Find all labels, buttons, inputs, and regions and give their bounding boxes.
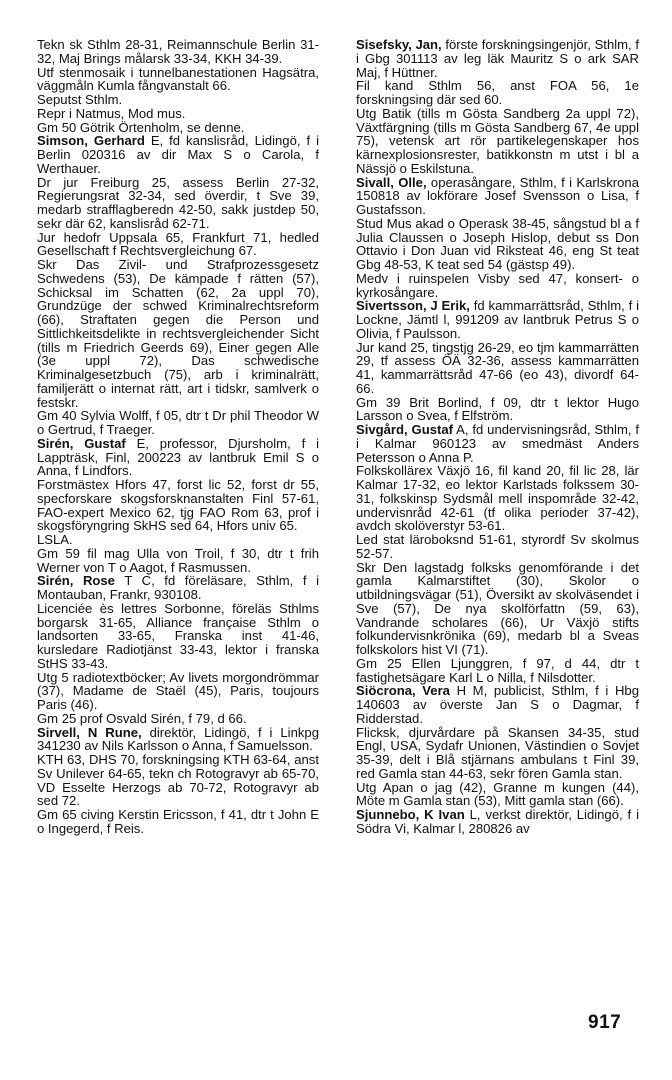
entry-paragraph bbox=[356, 561, 639, 657]
entry-paragraph bbox=[356, 272, 639, 300]
biography-entry bbox=[37, 726, 319, 754]
entry-text: Fil kand Sthlm 56, anst FOA 56, 1e forskningsing där sed 60. bbox=[356, 78, 639, 107]
entry-paragraph bbox=[37, 808, 319, 836]
entry-paragraph bbox=[37, 38, 319, 66]
entry-text: Forstmästex Hfors 47, forst lic 52, forst dr 55, specforskare skogsforsknanstalten Finl 57-61, FAO-expert Mexico 62, tjg FAO Rom 63, prof i skogsföryngring SkHS sed 64, Hfors univ 65. bbox=[37, 477, 319, 534]
entry-text: T C, fd föreläsare, Sthlm, f i Montauban, Frankr, 930108. bbox=[37, 573, 319, 602]
entry-text: LSLA. bbox=[37, 532, 73, 547]
entry-paragraph bbox=[356, 464, 639, 533]
entry-name: Siöcrona, Vera bbox=[356, 683, 450, 699]
entry-paragraph bbox=[37, 121, 319, 135]
biography-entry bbox=[37, 574, 319, 602]
biography-entry bbox=[356, 38, 639, 79]
entry-name: Sirén, Rose bbox=[37, 573, 115, 589]
entry-text: E, professor, Djursholm, f i Lappträsk, Finl, 200223 av lantbruk Emil S o Anna, f Lindfors. bbox=[37, 435, 319, 479]
entry-text: Repr i Natmus, Mod mus. bbox=[37, 105, 186, 121]
entry-name: Sivall, Olle, bbox=[356, 174, 427, 190]
entry-paragraph bbox=[37, 66, 319, 94]
entry-paragraph bbox=[356, 217, 639, 272]
entry-paragraph bbox=[37, 107, 319, 121]
right-column bbox=[356, 38, 639, 836]
entry-text: Gm 65 civing Kerstin Ericsson, f 41, dtr t John E o Ingegerd, f Reis. bbox=[37, 807, 319, 836]
entry-text: Tekn sk Sthlm 28-31, Reimannschule Berlin 31-32, Maj Brings målarsk 33-34, KKH 34-39. bbox=[37, 37, 319, 66]
entry-paragraph bbox=[37, 533, 319, 547]
entry-paragraph bbox=[37, 547, 319, 575]
entry-text: A, fd undervisningsråd, Sthlm, f i Kalmar 960123 av smedmäst Anders Petersson o Anna P. bbox=[356, 422, 639, 465]
entry-text: Utg Batik (tills m Gösta Sandberg 2a uppl 72), Växtfärgning (tills m Gösta Sandberg 67, 4e uppl 75), vetensk art rör partikelegenskaper hos kärnexplosionsrester, batikkonstn m utst i bl a Nässjö o Eskilstuna. bbox=[356, 105, 639, 176]
entry-paragraph bbox=[356, 341, 639, 396]
entry-paragraph bbox=[37, 478, 319, 533]
entry-name: Sivertsson, J Erik, bbox=[356, 298, 470, 314]
entry-text: Skr Das Zivil- und Strafprozessgesetz Schwedens (53), De kämpade f rätten (57), Schicksal im Schatten (62, 2a uppl 70), Grundzüge der schwed Kriminalrechtsreform (66), Straftaten gegen die Person und Sittlichkeitsdelikte in rechtsvergleichender Sicht (tills m Friedrich Geerds 69), Einer gegen Alle (3e uppl 72), Das schwedische Kriminalgesetzbuch (75), arb i kriminalrätt, familjerätt o internat rätt, art i tidskr, samlverk o festskr. bbox=[37, 257, 319, 410]
page-number: 917 bbox=[588, 1012, 622, 1033]
entry-text: direktör, Lidingö, f i Linkpg 341230 av Nils Karlsson o Anna, f Samuelsson. bbox=[37, 724, 319, 754]
entry-text: Dr jur Freiburg 25, assess Berlin 27-32, Regierungsrat 32-34, sed överdir, t Sve 39, medarb strafflagberedn 42-50, sakk justdep 50, sekr där 62, kanslisråd 62-71. bbox=[37, 174, 319, 231]
entry-text: Jur kand 25, tingstjg 26-29, eo tjm kammarrätten 29, tf assess ÖÄ 32-36, assess kammarrätten 41, kammarrättsråd 47-66 (eo 43), divordf 64-66. bbox=[356, 339, 639, 396]
entry-paragraph bbox=[37, 231, 319, 259]
entry-text: Jur hedofr Uppsala 65, Frankfurt 71, hedled Gesellschaft f Rechtsvergleichung 67. bbox=[37, 229, 319, 259]
entry-paragraph bbox=[356, 657, 639, 685]
entry-text: Gm 40 Sylvia Wolff, f 05, dtr t Dr phil Theodor W o Gertrud, f Traeger. bbox=[37, 408, 319, 437]
entry-text: E, fd kanslisråd, Lidingö, f i Berlin 020316 av dir Max S o Carola, f Werthauer. bbox=[37, 133, 319, 176]
entry-text: Gm 25 prof Osvald Sirén, f 79, d 66. bbox=[37, 710, 247, 726]
entry-paragraph bbox=[37, 602, 319, 671]
entry-name: Sirén, Gustaf bbox=[37, 435, 126, 451]
entry-text: Utg 5 radiotextböcker; Av livets morgondrömmar (37), Madame de Staël (45), Paris, toujours Paris (46). bbox=[37, 669, 319, 712]
entry-name: Sirvell, N Rune, bbox=[37, 724, 142, 740]
entry-paragraph bbox=[356, 107, 639, 176]
entry-text: förste forskningsingenjör, Sthlm, f i Gbg 301113 av leg läk Mauritz S o ark SAR Maj, f Hüttner. bbox=[356, 37, 639, 80]
biography-entry bbox=[356, 176, 639, 217]
entry-text: Stud Mus akad o Operask 38-45, sångstud bl a f Julia Claussen o Joseph Hislop, debut ss Don Ottavio i Don Juan vid Riksteat 46, eng St teat Gbg 48-53, K teat sed 54 (gästsp 49). bbox=[356, 215, 639, 272]
biography-entry bbox=[37, 437, 319, 478]
entry-text: KTH 63, DHS 70, forskningsing KTH 63-64, anst Sv Unilever 64-65, tekn ch Rotogravyr ab 65-70, VD Esselte Herzogs ab 70-72, Rotogravyr ab sed 72. bbox=[37, 752, 319, 809]
entry-text: Gm 25 Ellen Ljunggren, f 97, d 44, dtr t fastighetsägare Karl L o Nilla, f Nilsdotter. bbox=[356, 655, 639, 685]
entry-text: Gm 50 Götrik Örtenholm, se denne. bbox=[37, 119, 245, 135]
entry-paragraph bbox=[356, 533, 639, 561]
entry-paragraph bbox=[37, 712, 319, 726]
entry-text: operasångare, Sthlm, f i Karlskrona 150818 av lokförare Josef Svensson o Lisa, f Gustafsson. bbox=[356, 174, 639, 217]
left-column bbox=[37, 38, 319, 836]
biography-entry bbox=[356, 808, 639, 836]
entry-text: Utf stenmosaik i tunnelbanestationen Hagsätra, väggmåln Kumla fångvanstalt 66. bbox=[37, 64, 319, 94]
entry-name: Sjunnebo, K Ivan bbox=[356, 807, 465, 822]
entry-paragraph bbox=[37, 671, 319, 712]
entry-paragraph bbox=[37, 409, 319, 437]
entry-paragraph bbox=[37, 93, 319, 107]
entry-text: Medv i ruinspelen Visby sed 47, konsert- o kyrkosångare. bbox=[356, 270, 639, 300]
entry-text: Flicksk, djurvårdare på Skansen 34-35, stud Engl, USA, Sydafr Unionen, Västindien o Sovjet 35-39, delt i Blå stjärnans ambulans t Finl 39, red Gamla stan 44-63, sekr fören Gamla stan. bbox=[356, 724, 639, 781]
entry-text: L, verkst direktör, Lidingö, f i Södra Vi, Kalmar l, 280826 av bbox=[356, 807, 639, 836]
entry-text: Utg Apan o jag (42), Granne m kungen (44), Möte m Gamla stan (53), Mitt gamla stan (66). bbox=[356, 779, 639, 809]
entry-paragraph bbox=[37, 753, 319, 808]
entry-name: Simson, Gerhard bbox=[37, 133, 145, 149]
entry-text: H M, publicist, Sthlm, f i Hbg 140603 av överste Jan S o Dagmar, f Ridderstad. bbox=[356, 683, 639, 726]
entry-paragraph bbox=[356, 781, 639, 809]
biography-entry bbox=[356, 684, 639, 725]
entry-paragraph bbox=[356, 396, 639, 424]
entry-text: Folkskollärex Växjö 16, fil kand 20, fil lic 28, lär Kalmar 17-32, eo lektor Karlstads folkssem 30-31, folkskinsp Sydsmål mell inspområde 32-42, undervisnråd 42-61 (tf olika perioder 37-42), avdch skolöverstyr 53-61. bbox=[356, 463, 639, 534]
entry-text: Skr Den lagstadg folksks genomförande i det gamla Kalmarstiftet (30), Skolor o utbildningsvägar (51), Översikt av skolväsendet i Sve (57), De nya skolförfattn (59, 63), Vandrande scholares (66), Ur Växjö stifts folkundervisnkrönika (69), medarb bl a Sveas folkskolors hist VI (71). bbox=[356, 559, 639, 657]
biography-entry bbox=[356, 423, 639, 464]
biography-entry bbox=[356, 299, 639, 340]
entry-text: Gm 39 Brit Borlind, f 09, dtr t lektor Hugo Larsson o Svea, f Elfström. bbox=[356, 394, 639, 424]
entry-text: Seputst Sthlm. bbox=[37, 92, 123, 107]
entry-name: Sivgård, Gustaf bbox=[356, 422, 453, 437]
biography-entry bbox=[37, 134, 319, 175]
entry-text: Licenciée ès lettres Sorbonne, föreläs Sthlms borgarsk 31-65, Alliance française Sthlm o landsorten 33-65, Franska inst 41-46, kursledare Radiotjänst 33-43, lektor i franska StHS 33-43. bbox=[37, 600, 319, 671]
entry-text: fd kammarrättsråd, Sthlm, f i Lockne, Jämtl l, 991209 av lantbruk Petrus S o Olivia, f Paulsson. bbox=[356, 298, 639, 341]
entry-text: Led stat läroboksnd 51-61, styrordf Sv skolmus 52-57. bbox=[356, 532, 639, 561]
entry-paragraph bbox=[37, 258, 319, 409]
entry-name: Sisefsky, Jan, bbox=[356, 37, 442, 52]
entry-paragraph bbox=[356, 726, 639, 781]
entry-paragraph bbox=[37, 176, 319, 231]
entry-paragraph bbox=[356, 79, 639, 107]
entry-text: Gm 59 fil mag Ulla von Troil, f 30, dtr t frih Werner von T o Aagot, f Rasmussen. bbox=[37, 545, 319, 575]
